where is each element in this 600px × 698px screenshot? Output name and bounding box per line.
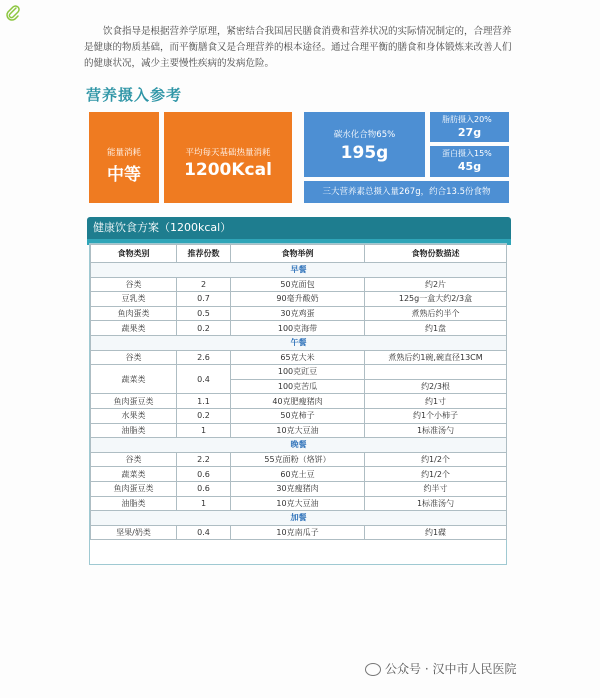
cell: 鱼肉蛋类 [91, 306, 177, 321]
intro-paragraph: 饮食指导是根据营养学原理，紧密结合我国居民膳食消费和营养状况的实际情况制定的，合理营养是健康的物质基础，而平衡膳食又是合理营养的根本途径。通过合理平衡的膳食和身体锻炼来改善人们的健康状况，减少主要慢性疾病的发病危险。 [84, 26, 512, 69]
header-description: 食物份数描述 [365, 245, 507, 263]
carb-value: 195g [340, 143, 389, 163]
cell: 油脂类 [91, 423, 177, 438]
table-row [91, 365, 507, 380]
cell: 55克面粉（烙饼） [231, 452, 365, 467]
cell: 油脂类 [91, 496, 177, 511]
cell: 谷类 [91, 452, 177, 467]
cell: 约1盘 [365, 321, 507, 336]
cell: 0.5 [177, 306, 231, 321]
table-row [91, 525, 507, 540]
cell [365, 365, 507, 380]
section-title: 营养摄入参考 [86, 86, 183, 104]
cell: 0.6 [177, 467, 231, 482]
meal-breakfast: 早餐 [91, 263, 507, 278]
plan-title: 健康饮食方案（1200kcal） [87, 217, 511, 239]
cell: 约2/3根 [365, 379, 507, 394]
table-row [91, 496, 507, 511]
cell: 0.4 [177, 525, 231, 540]
cell: 谷类 [91, 277, 177, 292]
energy-label: 能量消耗 [106, 148, 141, 158]
cell: 0.7 [177, 292, 231, 307]
fat-value: 27g [457, 126, 482, 139]
table-row [91, 277, 507, 292]
cell: 水果类 [91, 408, 177, 423]
cell: 煮熟后约1碗,碗直径13CM [365, 350, 507, 365]
cell: 90毫升酸奶 [231, 292, 365, 307]
watermark-text: 公众号 · 汉中市人民医院 [385, 662, 517, 676]
cell: 豆乳类 [91, 292, 177, 307]
cell: 蔬菜类 [91, 467, 177, 482]
wechat-icon [365, 663, 381, 676]
energy-card [89, 112, 159, 203]
header-example: 食物举例 [231, 245, 365, 263]
cell: 约1/2个 [365, 467, 507, 482]
table-row [91, 350, 507, 365]
cell: 2.2 [177, 452, 231, 467]
meal-snack: 加餐 [91, 511, 507, 526]
cell: 10克大豆油 [231, 496, 365, 511]
total-nutrient-bar: 三大营养素总摄入量267g，约合13.5份食物 [304, 181, 509, 203]
protein-card [430, 146, 509, 177]
energy-value: 中等 [107, 165, 141, 185]
avg-calorie-label: 平均每天基础热量消耗 [185, 148, 271, 158]
protein-value: 45g [457, 160, 482, 173]
cell: 125g一盒大约2/3盒 [365, 292, 507, 307]
cell: 1标准汤勺 [365, 423, 507, 438]
table-row [91, 394, 507, 409]
table-row [91, 467, 507, 482]
cell: 1.1 [177, 394, 231, 409]
table-row [91, 408, 507, 423]
cell: 约1寸 [365, 394, 507, 409]
cell: 100克豇豆 [231, 365, 365, 380]
table-row [91, 452, 507, 467]
cell: 0.4 [177, 365, 231, 394]
protein-label: 蛋白摄入15% [442, 149, 492, 158]
cell: 蔬果类 [91, 321, 177, 336]
cell: 1 [177, 423, 231, 438]
meal-lunch: 午餐 [91, 335, 507, 350]
cell: 蔬菜类 [91, 365, 177, 394]
cell: 2.6 [177, 350, 231, 365]
cell: 约半寸 [365, 481, 507, 496]
avg-calorie-value: 1200Kcal [184, 160, 272, 180]
cell: 2 [177, 277, 231, 292]
cell: 50克面包 [231, 277, 365, 292]
table-row [91, 306, 507, 321]
cell: 坚果/奶类 [91, 525, 177, 540]
cell: 0.2 [177, 408, 231, 423]
watermark [365, 660, 516, 677]
meal-dinner: 晚餐 [91, 438, 507, 453]
cell: 30克鸡蛋 [231, 306, 365, 321]
cell: 约2片 [365, 277, 507, 292]
cell: 60克土豆 [231, 467, 365, 482]
cell: 1标准汤勺 [365, 496, 507, 511]
table-header-row [91, 245, 507, 263]
carb-label: 碳水化合物65% [333, 130, 396, 140]
cell: 100克海带 [231, 321, 365, 336]
header-portions: 推荐份数 [177, 245, 231, 263]
table-row [91, 423, 507, 438]
cell: 约1个小柿子 [365, 408, 507, 423]
cell: 煮熟后约半个 [365, 306, 507, 321]
cell: 鱼肉蛋豆类 [91, 394, 177, 409]
cell: 0.6 [177, 481, 231, 496]
cell: 10克南瓜子 [231, 525, 365, 540]
carb-card [304, 112, 425, 177]
cell: 约1碟 [365, 525, 507, 540]
paperclip-icon [4, 4, 22, 22]
cell: 鱼肉蛋豆类 [91, 481, 177, 496]
header-category: 食物类别 [91, 245, 177, 263]
cell: 10克大豆油 [231, 423, 365, 438]
fat-card [430, 112, 509, 142]
cell: 约1/2个 [365, 452, 507, 467]
cell: 谷类 [91, 350, 177, 365]
table-row [91, 321, 507, 336]
cell: 50克柿子 [231, 408, 365, 423]
table-row [91, 292, 507, 307]
cell: 1 [177, 496, 231, 511]
table-row [91, 481, 507, 496]
cell: 30克瘦猪肉 [231, 481, 365, 496]
cell: 100克苦瓜 [231, 379, 365, 394]
cell: 0.2 [177, 321, 231, 336]
fat-label: 脂肪摄入20% [442, 115, 492, 124]
avg-calorie-card [164, 112, 292, 203]
cell: 65克大米 [231, 350, 365, 365]
cell: 40克肥瘦猪肉 [231, 394, 365, 409]
diet-plan-table [89, 243, 507, 565]
